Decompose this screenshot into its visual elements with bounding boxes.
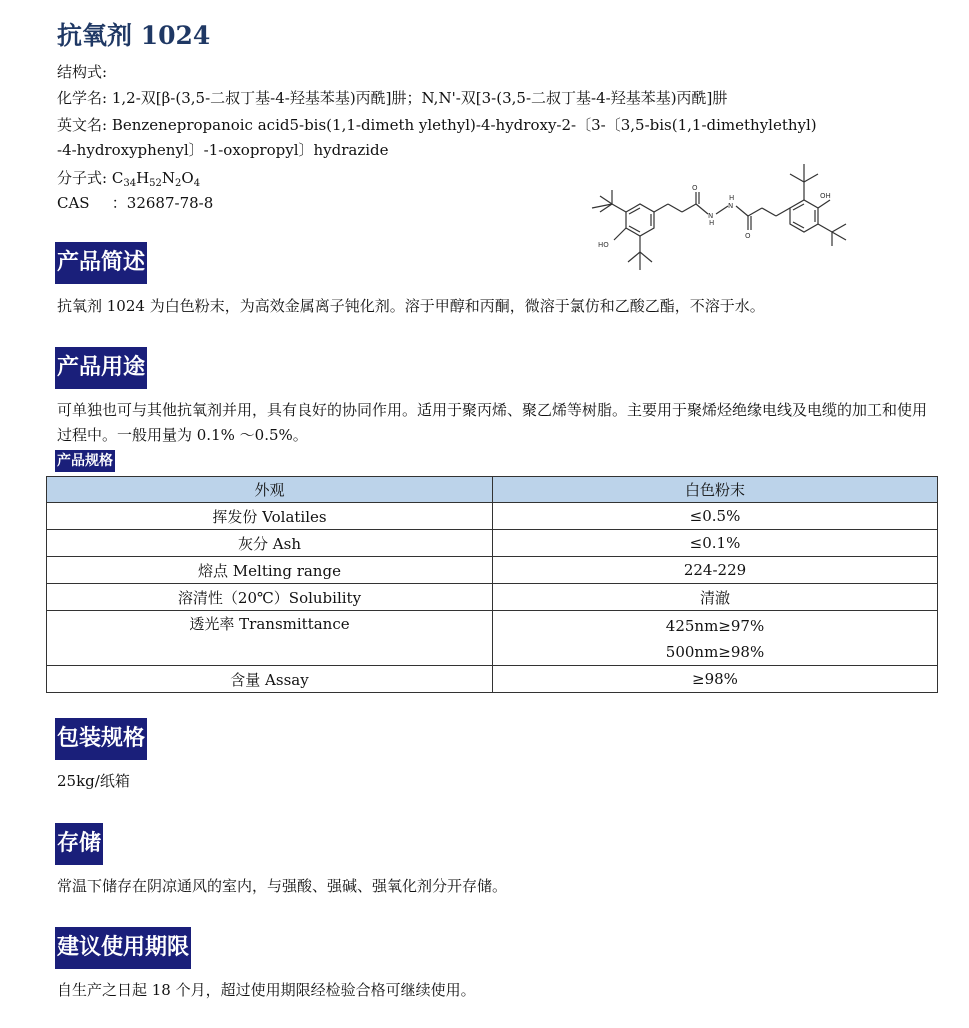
header-appearance-value: 白色粉末 — [493, 477, 938, 503]
row-value: 清澈 — [493, 584, 938, 611]
packaging-heading: 包装规格 — [55, 718, 147, 760]
mol-nh-label-2: N — [728, 202, 734, 210]
overview-heading: 产品简述 — [55, 242, 147, 284]
mol-ho-label: HO — [598, 241, 609, 249]
row-value: 224-229 — [493, 557, 938, 584]
structural-formula-image — [578, 152, 943, 282]
structure-label: 结构式: — [57, 63, 108, 81]
row-value — [493, 611, 938, 666]
usage-text: 可单独也可与其他抗氧剂并用，具有良好的协同作用。适用于聚丙烯、聚乙烯等树脂。主要用于聚烯烃绝缘电线及电缆的加工和使用过程中。一般用量为 0.1% ～0.5%。 — [57, 401, 928, 444]
chemical-name-label: 化学名: — [57, 89, 108, 107]
table-row — [47, 503, 938, 530]
header-appearance: 外观 — [47, 477, 493, 503]
row-name: 透光率 Transmittance — [47, 611, 493, 666]
table-header-row — [47, 477, 938, 503]
shelf-life-heading: 建议使用期限 — [55, 927, 191, 969]
chemical-name-line — [57, 88, 727, 108]
spec-heading: 产品规格 — [55, 450, 115, 472]
row-value: ≥98% — [493, 666, 938, 693]
table-row — [47, 557, 938, 584]
formula-line — [57, 168, 200, 194]
cas-line — [57, 193, 213, 213]
row-value-line-1: 425nm≥97% — [665, 617, 765, 635]
page-title: 抗氧剂 1024 — [57, 21, 211, 50]
table-row — [47, 530, 938, 557]
mol-nh-label-1: N — [708, 212, 714, 220]
row-value-line-2: 500nm≥98% — [665, 643, 765, 661]
cas-value: ：32687-78-8 — [111, 194, 214, 212]
storage-heading: 存储 — [55, 823, 103, 865]
english-name-value-2: -4-hydroxyphenyl〕-1-oxopropyl〕hydrazide — [57, 141, 389, 159]
usage-heading: 产品用途 — [55, 347, 147, 389]
row-value: ≤0.5% — [493, 503, 938, 530]
cas-label: CAS — [57, 194, 90, 212]
row-value: ≤0.1% — [493, 530, 938, 557]
row-name: 灰分 Ash — [47, 530, 493, 557]
formula-label: 分子式: — [57, 169, 108, 187]
mol-h-label-1: H — [709, 219, 715, 227]
mol-h-label-2: H — [729, 194, 735, 202]
row-name: 含量 Assay — [47, 666, 493, 693]
packaging-text: 25kg/纸箱 — [57, 772, 130, 790]
english-name-label: 英文名: — [57, 116, 108, 134]
shelf-life-text: 自生产之日起 18 个月，超过使用期限经检验合格可继续使用。 — [57, 981, 476, 999]
table-row — [47, 584, 938, 611]
storage-text: 常温下储存在阴凉通风的室内，与强酸、强碱、强氧化剂分开存储。 — [57, 877, 508, 895]
overview-text: 抗氧剂 1024 为白色粉末，为高效金属离子钝化剂。溶于甲醇和丙酮，微溶于氯仿和乙酸乙酯，不溶于水。 — [57, 297, 765, 315]
english-name-line — [57, 115, 817, 135]
mol-o-label-2: O — [745, 232, 751, 240]
table-row — [47, 611, 938, 666]
mol-o-label-1: O — [692, 184, 698, 192]
chemical-name-value: 1,2-双[β-(3,5-二叔丁基-4-羟基苯基)丙酰]肼；N,N'-双[3-(3,5-二叔丁基-4-羟基苯基)丙酰]肼 — [111, 89, 728, 107]
spec-table — [46, 476, 938, 693]
row-name: 挥发份 Volatiles — [47, 503, 493, 530]
table-row — [47, 666, 938, 693]
english-name-value-1: Benzenepropanoic acid5-bis(1,1-dimeth ylethyl)-4-hydroxy-2-〔3-〔3,5-bis(1,1-dimethylethyl) — [111, 116, 817, 134]
row-name: 熔点 Melting range — [47, 557, 493, 584]
row-name: 溶清性（20℃）Solubility — [47, 584, 493, 611]
molecular-formula: $C_{34}H_{52}N_2O_4$ — [111, 169, 201, 189]
mol-oh-label: OH — [820, 192, 831, 200]
